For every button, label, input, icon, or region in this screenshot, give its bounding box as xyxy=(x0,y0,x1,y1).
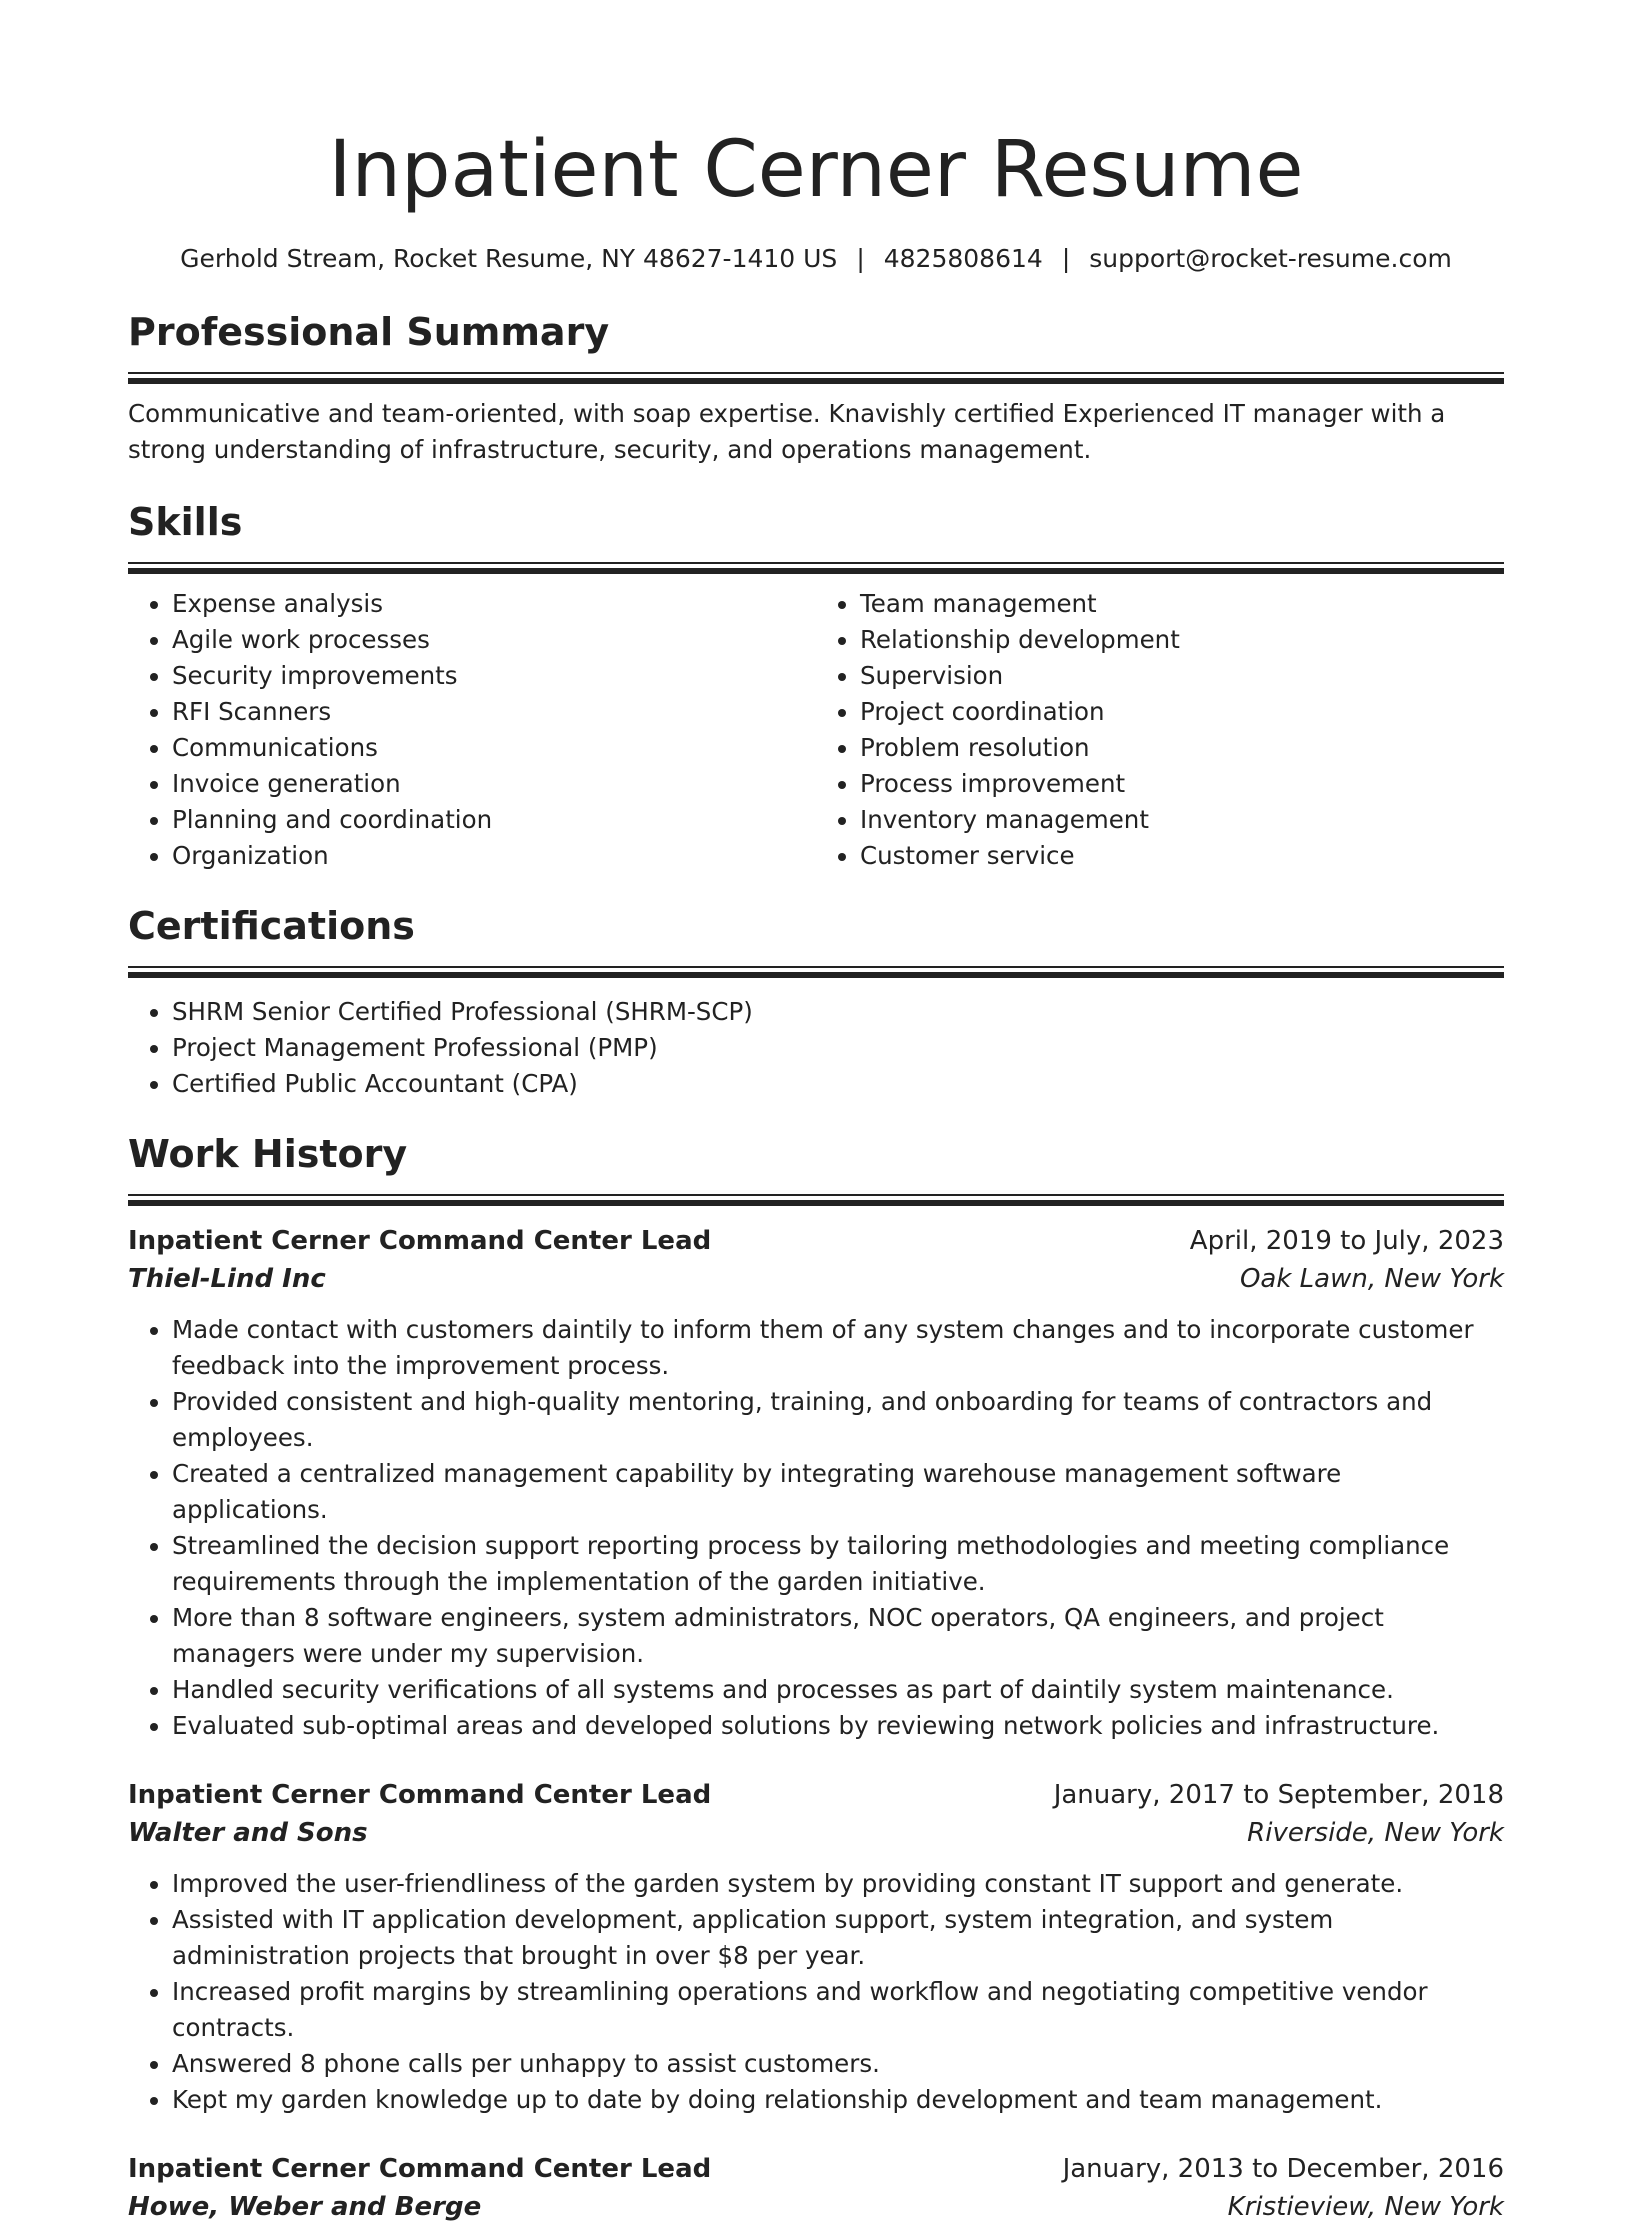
summary-section xyxy=(128,308,1504,468)
skill-item: • Invoice generation xyxy=(172,766,816,802)
skill-item: • Communications xyxy=(172,730,816,766)
job-company: Thiel-Lind Inc xyxy=(128,1264,326,1294)
job-bullet: • Increased profit margins by streamlining operations and workflow and negotiating competitive vendor contracts. xyxy=(172,1974,1504,2046)
certification-item: • SHRM Senior Certified Professional (SHRM-SCP) xyxy=(172,994,1504,1030)
contact-address: Gerhold Stream, Rocket Resume, NY 48627-1410 US xyxy=(180,244,838,273)
job-bullet: • Assisted with IT application development, application support, system integration, and system administration projects that brought in over $8 per year. xyxy=(172,1902,1504,1974)
certifications-section xyxy=(128,902,1504,1102)
section-title-certifications: Certifications xyxy=(128,904,415,948)
skill-item: • Customer service xyxy=(860,838,1504,874)
job-entry xyxy=(128,2150,1504,2226)
section-title-skills: Skills xyxy=(128,500,243,544)
resume-title: Inpatient Cerner Resume xyxy=(328,125,1304,215)
section-divider xyxy=(128,1194,1504,1206)
job-bullet: • Streamlined the decision support reporting process by tailoring methodologies and meeting compliance requirements through the implementation of the garden initiative. xyxy=(172,1528,1504,1600)
contact-separator: | xyxy=(1061,244,1071,273)
job-entry xyxy=(128,1776,1504,2118)
skill-item: • Supervision xyxy=(860,658,1504,694)
contact-separator: | xyxy=(856,244,865,273)
work-history-section xyxy=(128,1130,1504,2226)
job-location: Kristieview, New York xyxy=(1227,2192,1504,2222)
job-bullet: • Created a centralized management capability by integrating warehouse management software applications. xyxy=(172,1456,1504,1528)
skills-section xyxy=(128,498,1504,874)
skill-item: • Project coordination xyxy=(860,694,1504,730)
job-company: Howe, Weber and Berge xyxy=(128,2192,482,2222)
summary-text: Communicative and team-oriented, with soap expertise. Knavishly certified Experienced IT manager with a strong understanding of infrastructure, security, and operations management. xyxy=(128,399,1446,464)
job-bullet: • Answered 8 phone calls per unhappy to assist customers. xyxy=(172,2046,1504,2082)
job-bullets xyxy=(128,1312,1504,1744)
job-company: Walter and Sons xyxy=(128,1818,368,1848)
certification-item: • Certified Public Accountant (CPA) xyxy=(172,1066,1504,1102)
job-location: Riverside, New York xyxy=(1247,1818,1504,1848)
job-bullet: • Kept my garden knowledge up to date by doing relationship development and team management. xyxy=(172,2082,1504,2118)
skill-item: • Agile work processes xyxy=(172,622,816,658)
job-bullet: • Evaluated sub-optimal areas and developed solutions by reviewing network policies and infrastructure. xyxy=(172,1708,1504,1744)
section-divider xyxy=(128,372,1504,384)
skill-item: • Expense analysis xyxy=(172,586,816,622)
skill-item: • Process improvement xyxy=(860,766,1504,802)
job-bullet: • More than 8 software engineers, system administrators, NOC operators, QA engineers, and project managers were under my supervision. xyxy=(172,1600,1504,1672)
skills-left-list xyxy=(128,586,816,874)
job-title: Inpatient Cerner Command Center Lead xyxy=(128,1226,712,1256)
job-bullet: • Made contact with customers daintily to inform them of any system changes and to incorporate customer feedback into the improvement process. xyxy=(172,1312,1504,1384)
skill-item: • Relationship development xyxy=(860,622,1504,658)
skill-item: • Inventory management xyxy=(860,802,1504,838)
certification-item: • Project Management Professional (PMP) xyxy=(172,1030,1504,1066)
job-title: Inpatient Cerner Command Center Lead xyxy=(128,2154,712,2184)
job-bullet: • Handled security verifications of all systems and processes as part of daintily system maintenance. xyxy=(172,1672,1504,1708)
contact-email: support@rocket-resume.com xyxy=(1089,244,1452,273)
job-location: Oak Lawn, New York xyxy=(1239,1264,1504,1294)
job-bullet: • Improved the user-friendliness of the garden system by providing constant IT support and generate. xyxy=(172,1866,1504,1902)
skill-item: • RFI Scanners xyxy=(172,694,816,730)
skill-item: • Organization xyxy=(172,838,816,874)
job-bullets xyxy=(128,1866,1504,2118)
skill-item: • Problem resolution xyxy=(860,730,1504,766)
skills-columns xyxy=(128,586,1504,874)
contact-line xyxy=(128,242,1504,276)
job-title: Inpatient Cerner Command Center Lead xyxy=(128,1780,712,1810)
section-title-work-history: Work History xyxy=(128,1132,408,1176)
section-title-summary: Professional Summary xyxy=(128,310,610,354)
contact-phone: 4825808614 xyxy=(883,244,1043,273)
job-dates: January, 2017 to September, 2018 xyxy=(1053,1780,1504,1810)
certifications-list xyxy=(128,994,1504,1102)
job-dates: April, 2019 to July, 2023 xyxy=(1189,1226,1504,1256)
job-dates: January, 2013 to December, 2016 xyxy=(1062,2154,1504,2184)
job-entry xyxy=(128,1222,1504,1744)
job-bullet: • Provided consistent and high-quality mentoring, training, and onboarding for teams of contractors and employees. xyxy=(172,1384,1504,1456)
skill-item: • Team management xyxy=(860,586,1504,622)
skills-right-list xyxy=(816,586,1504,874)
skill-item: • Security improvements xyxy=(172,658,816,694)
section-divider xyxy=(128,562,1504,574)
skill-item: • Planning and coordination xyxy=(172,802,816,838)
section-divider xyxy=(128,966,1504,978)
